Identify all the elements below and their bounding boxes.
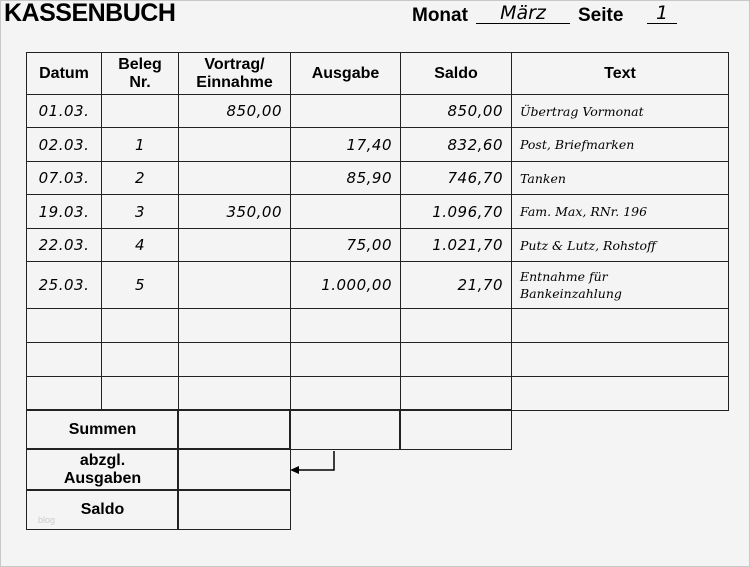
- month-value: März: [476, 3, 570, 24]
- document-title: KASSENBUCH: [4, 0, 176, 27]
- header-text: Text: [511, 52, 729, 95]
- cell-ausgabe[interactable]: 1.000,00: [290, 261, 401, 309]
- header-saldo: Saldo: [400, 52, 512, 95]
- cell-text[interactable]: Post, Briefmarken: [511, 127, 729, 162]
- cell-text[interactable]: Übertrag Vormonat: [511, 94, 729, 128]
- cell-datum[interactable]: 25.03.: [26, 261, 102, 309]
- cell-beleg-nr[interactable]: 4: [101, 228, 179, 262]
- cell-saldo[interactable]: 1.096,70: [400, 194, 512, 229]
- month-label: Monat: [412, 5, 468, 26]
- cell-ausgabe[interactable]: 75,00: [290, 228, 401, 262]
- cell-einnahme[interactable]: 350,00: [178, 194, 291, 229]
- watermark: blog: [38, 515, 56, 525]
- cell-datum[interactable]: 02.03.: [26, 127, 102, 162]
- cell-text[interactable]: Fam. Max, RNr. 196: [511, 194, 729, 229]
- cell-saldo[interactable]: 850,00: [400, 94, 512, 128]
- cell-datum[interactable]: 22.03.: [26, 228, 102, 262]
- abzgl-ausgaben-label: abzgl. Ausgaben: [26, 448, 179, 491]
- cell-text[interactable]: Entnahme für Bankeinzahlung: [511, 261, 729, 309]
- cell-beleg-nr[interactable]: 5: [101, 261, 179, 309]
- cell-saldo[interactable]: 21,70: [400, 261, 512, 309]
- header-datum: Datum: [26, 52, 102, 95]
- cell-ausgabe[interactable]: 85,90: [290, 161, 401, 195]
- cell-datum[interactable]: 07.03.: [26, 161, 102, 195]
- cell-datum[interactable]: 19.03.: [26, 194, 102, 229]
- header-beleg-nr: Beleg Nr.: [101, 52, 179, 95]
- cell-datum[interactable]: 01.03.: [26, 94, 102, 128]
- header-ausgabe: Ausgabe: [290, 52, 401, 95]
- saldo-label: Saldo: [26, 489, 179, 530]
- cell-beleg-nr[interactable]: 2: [101, 161, 179, 195]
- cell-text[interactable]: Putz & Lutz, Rohstoff: [511, 228, 729, 262]
- cell-saldo[interactable]: 832,60: [400, 127, 512, 162]
- cell-saldo[interactable]: 746,70: [400, 161, 512, 195]
- cell-ausgabe[interactable]: 17,40: [290, 127, 401, 162]
- page-value: 1: [647, 3, 677, 24]
- cell-text[interactable]: Tanken: [511, 161, 729, 195]
- cell-beleg-nr[interactable]: 1: [101, 127, 179, 162]
- cell-beleg-nr[interactable]: 3: [101, 194, 179, 229]
- cell-saldo[interactable]: 1.021,70: [400, 228, 512, 262]
- summen-label: Summen: [26, 409, 179, 450]
- header-einnahme: Vortrag/ Einnahme: [178, 52, 291, 95]
- cell-einnahme[interactable]: 850,00: [178, 94, 291, 128]
- page-label: Seite: [578, 5, 624, 26]
